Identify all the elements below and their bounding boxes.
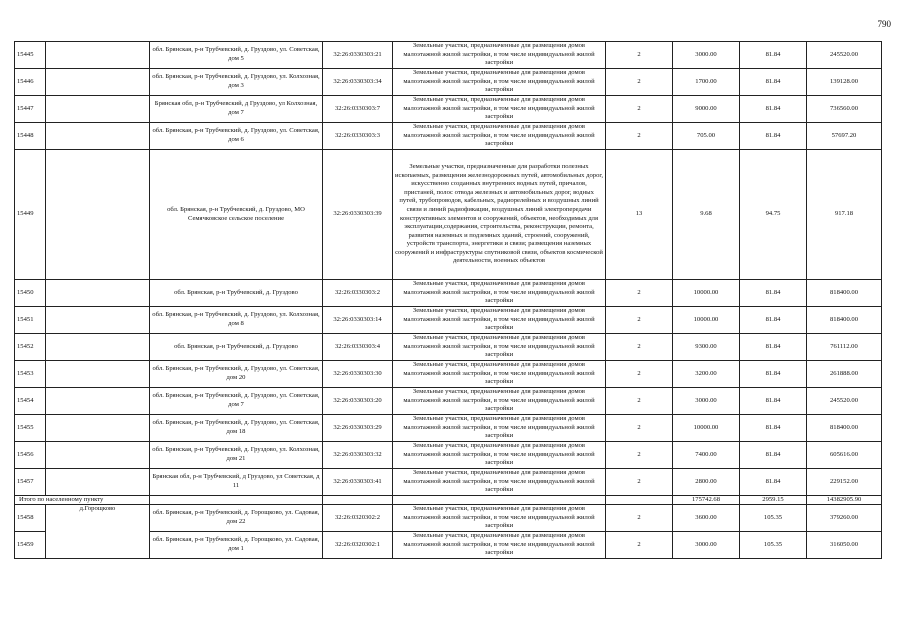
land-category-cell: Земельные участки, предназначенные для размещения домов малоэтажной жилой застройки, в том числе индивидуальной жилой застройки xyxy=(393,415,606,442)
cadastral-value-cell: 818400.00 xyxy=(807,307,882,334)
area-cell: 9300.00 xyxy=(673,334,740,361)
row-number: 15451 xyxy=(15,307,46,334)
subtotal-label: Итого по населенному пункту xyxy=(15,496,150,505)
cadastre-number-cell: 32:26:0330303:41 xyxy=(323,469,393,496)
cadastre-number-cell: 32:26:0330303:29 xyxy=(323,415,393,442)
rate-cell: 105.35 xyxy=(740,532,807,559)
table-row xyxy=(15,361,882,388)
subtotal-area: 175742.68 xyxy=(673,496,740,505)
area-cell: 705.00 xyxy=(673,123,740,150)
cadastre-number-cell: 32:26:0330303:4 xyxy=(323,334,393,361)
row-number: 15448 xyxy=(15,123,46,150)
row-number: 15456 xyxy=(15,442,46,469)
rate-cell: 81.84 xyxy=(740,307,807,334)
address-cell: обл. Брянская, р-н Трубчевский, д. Груздово, ул. Советская, дом 18 xyxy=(150,415,323,442)
land-category-cell: Земельные участки, предназначенные для размещения домов малоэтажной жилой застройки, в том числе индивидуальной жилой застройки xyxy=(393,42,606,69)
land-category-cell: Земельные участки, предназначенные для размещения домов малоэтажной жилой застройки, в том числе индивидуальной жилой застройки xyxy=(393,280,606,307)
address-cell: Брянская обл, р-н Трубчевский, д Груздово, ул Колхозная, дом 7 xyxy=(150,96,323,123)
address-cell: обл. Брянская, р-н Трубчевский, д. Груздово, МО Семячковское сельское поселение xyxy=(150,150,323,280)
land-category-cell: Земельные участки, предназначенные для размещения домов малоэтажной жилой застройки, в том числе индивидуальной жилой застройки xyxy=(393,442,606,469)
cadastral-value-cell: 917.18 xyxy=(807,150,882,280)
address-cell: обл. Брянская, р-н Трубчевский, д. Груздово, ул. Советская, дом 20 xyxy=(150,361,323,388)
area-cell: 2800.00 xyxy=(673,469,740,496)
locality-name: д.Горощково xyxy=(46,505,150,559)
address-cell: обл. Брянская, р-н Трубчевский, д. Груздово, ул. Советская, дом 5 xyxy=(150,42,323,69)
cadastral-value-cell: 245520.00 xyxy=(807,388,882,415)
table-row xyxy=(15,442,882,469)
locality-cell xyxy=(46,69,150,96)
area-cell: 9000.00 xyxy=(673,96,740,123)
locality-cell xyxy=(46,415,150,442)
land-category-cell: Земельные участки, предназначенные для размещения домов малоэтажной жилой застройки, в том числе индивидуальной жилой застройки xyxy=(393,96,606,123)
rate-cell: 81.84 xyxy=(740,442,807,469)
rate-cell: 81.84 xyxy=(740,280,807,307)
category-code-cell: 2 xyxy=(606,69,673,96)
cadastral-value-cell: 229152.00 xyxy=(807,469,882,496)
category-code-cell: 2 xyxy=(606,42,673,69)
cadastre-number-cell: 32:26:0330303:32 xyxy=(323,442,393,469)
cadastral-value-cell: 761112.00 xyxy=(807,334,882,361)
cadastral-value-cell: 261888.00 xyxy=(807,361,882,388)
cadastre-number-cell: 32:26:0330303:21 xyxy=(323,42,393,69)
category-code-cell: 2 xyxy=(606,334,673,361)
rate-cell: 81.84 xyxy=(740,415,807,442)
table-row xyxy=(15,123,882,150)
area-cell: 3600.00 xyxy=(673,505,740,532)
cadastre-number-cell: 32:26:0330303:39 xyxy=(323,150,393,280)
cadastral-value-cell: 57697.20 xyxy=(807,123,882,150)
subtotal-row xyxy=(15,496,882,505)
land-category-cell: Земельные участки, предназначенные для размещения домов малоэтажной жилой застройки, в том числе индивидуальной жилой застройки xyxy=(393,532,606,559)
category-code-cell: 13 xyxy=(606,150,673,280)
rate-cell: 81.84 xyxy=(740,42,807,69)
row-number: 15445 xyxy=(15,42,46,69)
area-cell: 3000.00 xyxy=(673,532,740,559)
category-code-cell: 2 xyxy=(606,415,673,442)
locality-cell xyxy=(46,280,150,307)
rate-cell: 81.84 xyxy=(740,469,807,496)
area-cell: 10000.00 xyxy=(673,280,740,307)
row-number: 15450 xyxy=(15,280,46,307)
table-row xyxy=(15,280,882,307)
table-row xyxy=(15,469,882,496)
locality-cell xyxy=(46,307,150,334)
cadastre-number-cell: 32:26:0330303:20 xyxy=(323,388,393,415)
cadastre-number-cell: 32:26:0330303:2 xyxy=(323,280,393,307)
rate-cell: 94.75 xyxy=(740,150,807,280)
table-row xyxy=(15,334,882,361)
category-code-cell: 2 xyxy=(606,469,673,496)
land-category-cell: Земельные участки, предназначенные для размещения домов малоэтажной жилой застройки, в том числе индивидуальной жилой застройки xyxy=(393,361,606,388)
cadastre-number-cell: 32:26:0330303:14 xyxy=(323,307,393,334)
empty-cell xyxy=(606,496,673,505)
area-cell: 3000.00 xyxy=(673,388,740,415)
cadastre-number-cell: 32:26:0320302:1 xyxy=(323,532,393,559)
land-category-cell: Земельные участки, предназначенные для размещения домов малоэтажной жилой застройки, в том числе индивидуальной жилой застройки xyxy=(393,69,606,96)
rate-cell: 81.84 xyxy=(740,96,807,123)
address-cell: обл. Брянская, р-н Трубчевский, д. Груздово, ул. Колхозная, дом 8 xyxy=(150,307,323,334)
category-code-cell: 2 xyxy=(606,307,673,334)
empty-cell xyxy=(323,496,393,505)
cadastral-value-cell: 736560.00 xyxy=(807,96,882,123)
area-cell: 3000.00 xyxy=(673,42,740,69)
cadastre-number-cell: 32:26:0330303:3 xyxy=(323,123,393,150)
table-row xyxy=(15,42,882,69)
locality-cell xyxy=(46,334,150,361)
empty-cell xyxy=(150,496,323,505)
rate-cell: 105.35 xyxy=(740,505,807,532)
category-code-cell: 2 xyxy=(606,442,673,469)
table-row xyxy=(15,388,882,415)
area-cell: 3200.00 xyxy=(673,361,740,388)
row-number: 15449 xyxy=(15,150,46,280)
area-cell: 1700.00 xyxy=(673,69,740,96)
locality-cell xyxy=(46,42,150,69)
row-number: 15457 xyxy=(15,469,46,496)
category-code-cell: 2 xyxy=(606,361,673,388)
row-number: 15452 xyxy=(15,334,46,361)
rate-cell: 81.84 xyxy=(740,334,807,361)
area-cell: 7400.00 xyxy=(673,442,740,469)
locality-cell xyxy=(46,388,150,415)
locality-cell xyxy=(46,96,150,123)
cadastral-value-cell: 379260.00 xyxy=(807,505,882,532)
table-row xyxy=(15,415,882,442)
row-number: 15459 xyxy=(15,532,46,559)
rate-cell: 81.84 xyxy=(740,388,807,415)
land-category-cell: Земельные участки, предназначенные для разработки полезных ископаемых, размещения железнодорожных путей, автомобильных дорог, искусственно созданных внутренних водных путей, причалов, пристаней, полос отвода железных и автомобильных дорог, водных путей, трубопроводов, кабельных, радиорелейных и воздушных линий связи и линий радиофикации, воздушных линий электропередачи конструктивных элементов и сооружений, объектов, необходимых для эксплуатации,содержания, строительства, реконструкции, ремонта, развития наземных и подземных зданий, строений, сооружений, устройств транспорта, энергетики и связи; размещения наземных сооружений и инфраструктуры спутниковой связи, объектов космической деятельности, военных объектов xyxy=(393,150,606,280)
category-code-cell: 2 xyxy=(606,280,673,307)
page-number: 790 xyxy=(877,19,891,29)
cadastral-value-cell: 818400.00 xyxy=(807,280,882,307)
rate-cell: 81.84 xyxy=(740,69,807,96)
land-category-cell: Земельные участки, предназначенные для размещения домов малоэтажной жилой застройки, в том числе индивидуальной жилой застройки xyxy=(393,334,606,361)
row-number: 15455 xyxy=(15,415,46,442)
category-code-cell: 2 xyxy=(606,96,673,123)
locality-cell xyxy=(46,361,150,388)
area-cell: 10000.00 xyxy=(673,415,740,442)
row-number: 15446 xyxy=(15,69,46,96)
land-cadastre-table xyxy=(14,41,882,559)
row-number: 15453 xyxy=(15,361,46,388)
address-cell: Брянская обл, р-н Трубчевский, д Груздово, ул Советская, д 11 xyxy=(150,469,323,496)
area-cell: 9.68 xyxy=(673,150,740,280)
row-number: 15454 xyxy=(15,388,46,415)
table-body xyxy=(15,42,882,559)
category-code-cell: 2 xyxy=(606,532,673,559)
locality-cell xyxy=(46,442,150,469)
row-number: 15447 xyxy=(15,96,46,123)
category-code-cell: 2 xyxy=(606,505,673,532)
address-cell: обл. Брянская, р-н Трубчевский, д. Горощково, ул. Садовая, дом 1 xyxy=(150,532,323,559)
land-category-cell: Земельные участки, предназначенные для размещения домов малоэтажной жилой застройки, в том числе индивидуальной жилой застройки xyxy=(393,469,606,496)
table-row xyxy=(15,307,882,334)
subtotal-rate: 2959.15 xyxy=(740,496,807,505)
address-cell: обл. Брянская, р-н Трубчевский, д. Горощково, ул. Садовая, дом 22 xyxy=(150,505,323,532)
land-category-cell: Земельные участки, предназначенные для размещения домов малоэтажной жилой застройки, в том числе индивидуальной жилой застройки xyxy=(393,388,606,415)
table-row xyxy=(15,505,882,532)
address-cell: обл. Брянская, р-н Трубчевский, д. Груздово xyxy=(150,334,323,361)
cadastral-value-cell: 316050.00 xyxy=(807,532,882,559)
cadastre-number-cell: 32:26:0330303:30 xyxy=(323,361,393,388)
address-cell: обл. Брянская, р-н Трубчевский, д. Груздово, ул. Советская, дом 7 xyxy=(150,388,323,415)
land-category-cell: Земельные участки, предназначенные для размещения домов малоэтажной жилой застройки, в том числе индивидуальной жилой застройки xyxy=(393,307,606,334)
category-code-cell: 2 xyxy=(606,123,673,150)
subtotal-value: 14382905.90 xyxy=(807,496,882,505)
table-row xyxy=(15,150,882,280)
table-row xyxy=(15,69,882,96)
empty-cell xyxy=(393,496,606,505)
table-row xyxy=(15,96,882,123)
address-cell: обл. Брянская, р-н Трубчевский, д. Груздово, ул. Советская, дом 6 xyxy=(150,123,323,150)
locality-cell xyxy=(46,150,150,280)
address-cell: обл. Брянская, р-н Трубчевский, д. Груздово xyxy=(150,280,323,307)
category-code-cell: 2 xyxy=(606,388,673,415)
cadastre-number-cell: 32:26:0330303:34 xyxy=(323,69,393,96)
address-cell: обл. Брянская, р-н Трубчевский, д. Груздово, ул. Колхозная, дом 3 xyxy=(150,69,323,96)
cadastral-value-cell: 605616.00 xyxy=(807,442,882,469)
land-category-cell: Земельные участки, предназначенные для размещения домов малоэтажной жилой застройки, в том числе индивидуальной жилой застройки xyxy=(393,505,606,532)
cadastral-value-cell: 245520.00 xyxy=(807,42,882,69)
cadastral-value-cell: 139128.00 xyxy=(807,69,882,96)
cadastre-number-cell: 32:26:0330303:7 xyxy=(323,96,393,123)
area-cell: 10000.00 xyxy=(673,307,740,334)
land-category-cell: Земельные участки, предназначенные для размещения домов малоэтажной жилой застройки, в том числе индивидуальной жилой застройки xyxy=(393,123,606,150)
row-number: 15458 xyxy=(15,505,46,532)
cadastre-number-cell: 32:26:0320302:2 xyxy=(323,505,393,532)
rate-cell: 81.84 xyxy=(740,361,807,388)
locality-cell xyxy=(46,123,150,150)
address-cell: обл. Брянская, р-н Трубчевский, д. Груздово, ул. Колхозная, дом 21 xyxy=(150,442,323,469)
cadastral-value-cell: 818400.00 xyxy=(807,415,882,442)
locality-cell xyxy=(46,469,150,496)
rate-cell: 81.84 xyxy=(740,123,807,150)
